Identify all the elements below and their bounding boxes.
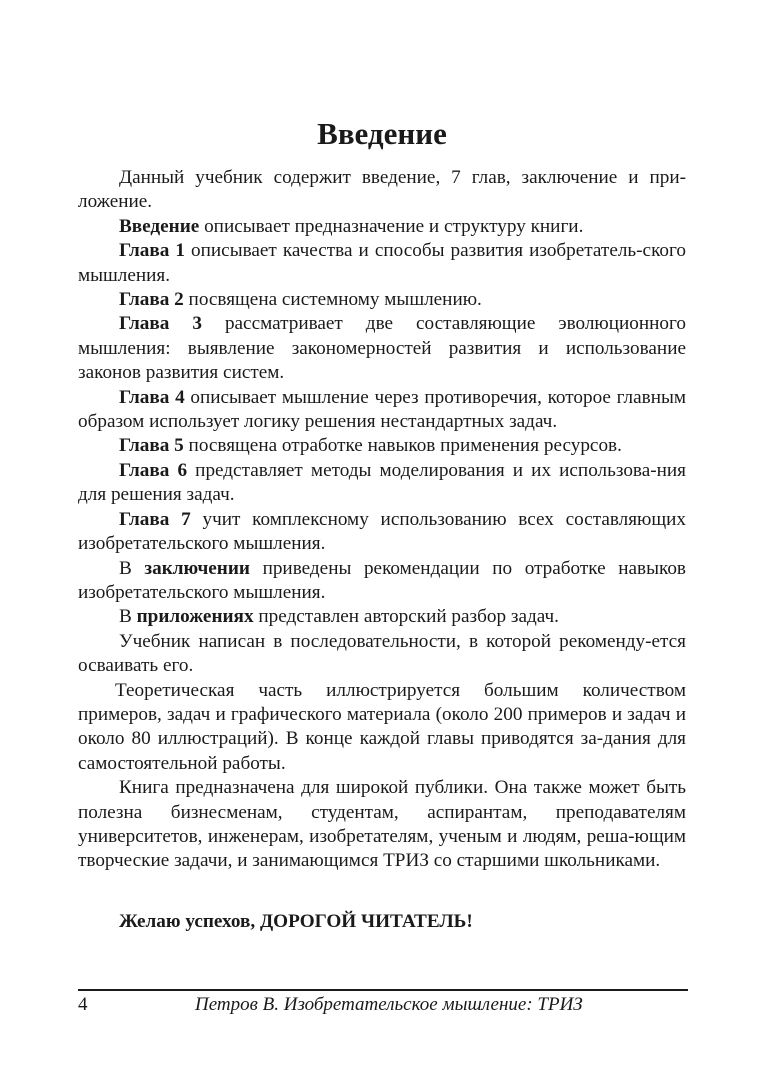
paragraph-text: посвящена системному мышлению. [183,289,482,311]
paragraph-intro [78,166,686,215]
page-number: 4 [78,994,88,1015]
paragraph-term: Глава 4 [119,386,185,408]
paragraph-term: Глава 6 [119,459,188,481]
paragraph-conclusion [78,557,686,606]
paragraph-sequence [78,630,686,679]
paragraph-text: Книга предназначена для широкой публики. Она также может быть полезна бизнесменам, студентам, аспирантам, преподавателям университетов, инженерам, изобретателям, ученым и людям, реша-ющим творческие задачи, и занимающимся ТРИЗ со старшими школьниками. [78,777,686,872]
paragraph-audience [78,776,686,874]
paragraph-chapter-3 [78,312,686,385]
paragraph-text: описывает мышление через противоречия, которое главным образом использует логику решения нестандартных задач. [78,386,687,433]
paragraph-text: посвящена отработке навыков применения ресурсов. [183,435,622,457]
paragraph-term: Глава 3 [119,313,202,335]
paragraph-term: Глава 5 [119,435,184,457]
paragraph-prefix: В [119,557,145,579]
paragraph-term: Глава 7 [119,508,191,530]
paragraph-theory [78,679,686,777]
paragraph-text: Учебник написан в последовательности, в которой рекоменду-ется осваивать его. [78,630,686,677]
paragraph-chapter-5 [78,434,686,458]
paragraph-text: описывает качества и способы развития изобретатель-ского мышления. [78,240,686,286]
paragraph-text: рассматривает две составляющие эволюционного мышления: выявление закономерностей развития и использование законов развития систем. [78,313,687,384]
paragraph-chapter-6 [78,459,686,508]
paragraph-appendices [78,605,686,629]
paragraph-introduction [78,215,686,239]
paragraph-text: Данный учебник содержит введение, 7 глав, заключение и при-ложение. [78,167,686,213]
closing-wish: Желаю успехов, ДОРОГОЙ ЧИТАТЕЛЬ! [119,910,473,932]
running-footer: Петров В. Изобретательское мышление: ТРИЗ [195,994,583,1015]
body-text [78,166,686,934]
paragraph-text: Теоретическая часть иллюстрируется большим количеством примеров, задач и графического материала (около 200 примеров и задач и около 80 иллюстраций). В конце каждой главы приводятся за-дания для самостоятельной работы. [78,679,686,774]
paragraph-chapter-1 [78,239,686,288]
footer-divider [78,989,688,991]
paragraph-text: описывает предназначение и структуру книги. [199,215,584,237]
page-title: Введение [317,116,447,151]
paragraph-term: Глава 1 [119,240,185,262]
paragraph-term: заключении [144,557,250,579]
paragraph-term: Глава 2 [119,289,184,311]
paragraph-text: учит комплексному использованию всех составляющих изобретательского мышления. [78,508,687,555]
paragraph-term: Введение [119,215,200,237]
paragraph-chapter-4 [78,386,686,435]
paragraph-text: представлен авторский разбор задач. [253,606,559,628]
paragraph-chapter-7 [78,508,686,557]
paragraph-text: представляет методы моделирования и их использова-ния для решения задач. [78,459,687,506]
paragraph-text: приведены рекомендации по отработке навыков изобретательского мышления. [78,557,686,603]
paragraph-term: приложениях [136,606,254,628]
paragraph-prefix: В [119,606,137,628]
paragraph-chapter-2 [78,288,686,312]
